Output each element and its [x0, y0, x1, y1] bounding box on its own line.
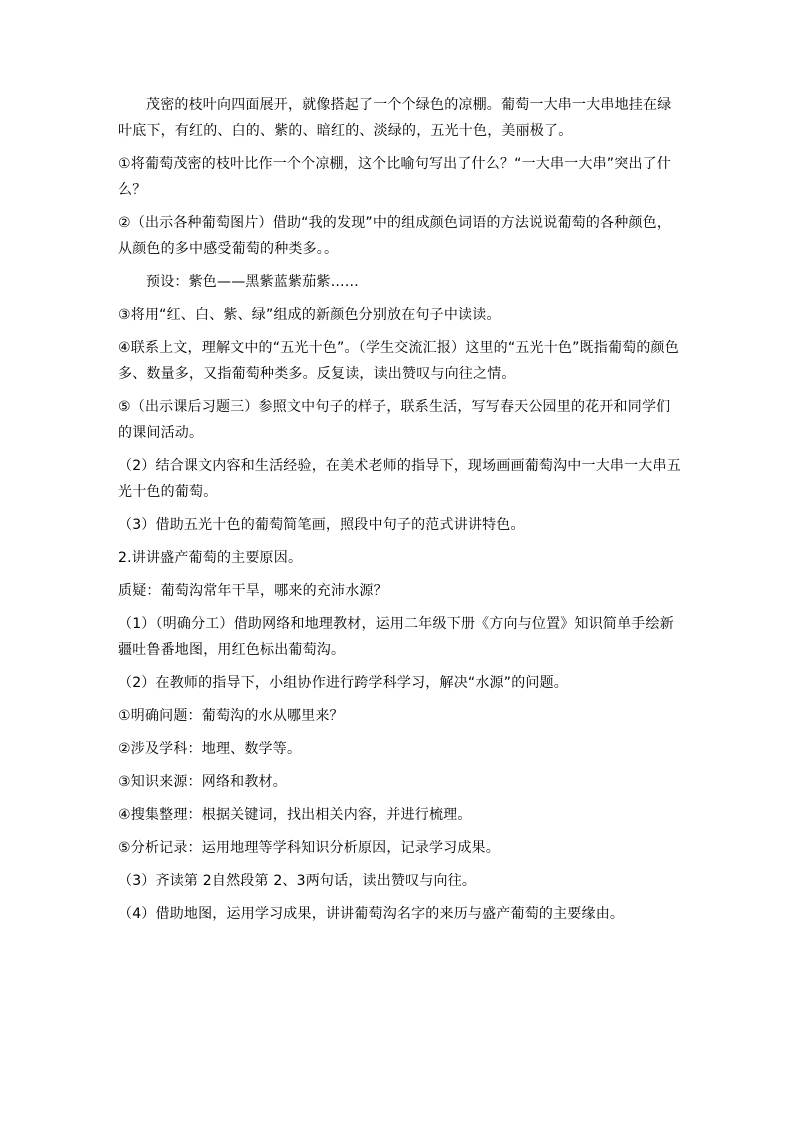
paragraph-step-2: （2）结合课文内容和生活经验，在美术老师的指导下，现场画画葡萄沟中一大串一大串五光十色的葡萄。	[118, 458, 681, 500]
paragraph-question-5: ⑤（出示课后习题三）参照文中句子的样子，联系生活，写写春天公园里的花开和同学们的课间活动。	[118, 399, 671, 441]
paragraph-question-2: ②（出示各种葡萄图片）借助“我的发现”中的组成颜色词语的方法说说葡萄的各种颜色，从颜色的多中感受葡萄的种类多。。	[118, 215, 672, 257]
paragraph-question-4: ④联系上文，理解文中的“五光十色”。（学生交流汇报）这里的“五光十色”既指葡萄的颜色多、数量多，又指葡萄种类多。反复读，读出赞叹与向往之情。	[118, 340, 679, 382]
section-heading-reasons: 2.讲讲盛产葡萄的主要原因。	[118, 550, 303, 566]
paragraph-read-aloud: （3）齐读第 2自然段第 2、3两句话，读出赞叹与向往。	[118, 873, 477, 889]
paragraph-define-problem: ①明确问题：葡萄沟的水从哪里来？	[118, 708, 344, 724]
paragraph-subjects: ②涉及学科：地理、数学等。	[118, 741, 302, 757]
paragraph-grape-description: 茂密的枝叶向四面展开，就像搭起了一个个绿色的凉棚。葡萄一大串一大串地挂在绿叶底下，有红的、白的、紫的、暗红的、淡绿的，五光十色，美丽极了。	[118, 97, 672, 139]
paragraph-explain-origin: （4）借助地图，运用学习成果，讲讲葡萄沟名字的来历与盛产葡萄的主要缘由。	[118, 906, 625, 922]
paragraph-inquiry: 质疑：葡萄沟常年干旱，哪来的充沛水源？	[118, 583, 388, 599]
paragraph-group-study: （2）在教师的指导下，小组协作进行跨学科学习，解决“水源”的问题。	[118, 675, 569, 691]
paragraph-knowledge-source: ③知识来源：网络和教材。	[118, 774, 287, 790]
paragraph-question-1: ①将葡萄茂密的枝叶比作一个个凉棚，这个比喻句写出了什么？“一大串一大串”突出了什么？	[118, 156, 672, 198]
document-body	[118, 92, 683, 927]
paragraph-analyze: ⑤分析记录：运用地理等学科知识分析原因，记录学习成果。	[118, 840, 500, 856]
paragraph-collect: ④搜集整理：根据关键词，找出相关内容，并进行梳理。	[118, 807, 472, 823]
paragraph-question-3: ③将用“红、白、紫、绿”组成的新颜色分别放在句子中读读。	[118, 307, 501, 323]
paragraph-step-3: （3）借助五光十色的葡萄简笔画，照段中句子的范式讲讲特色。	[118, 517, 525, 533]
paragraph-preset-answer: 预设：紫色——黑紫蓝紫茄紫……	[146, 274, 359, 290]
paragraph-map-task: （1）（明确分工）借助网络和地理教材，运用二年级下册《方向与位置》知识简单手绘新疆吐鲁番地图，用红色标出葡萄沟。	[118, 616, 674, 658]
